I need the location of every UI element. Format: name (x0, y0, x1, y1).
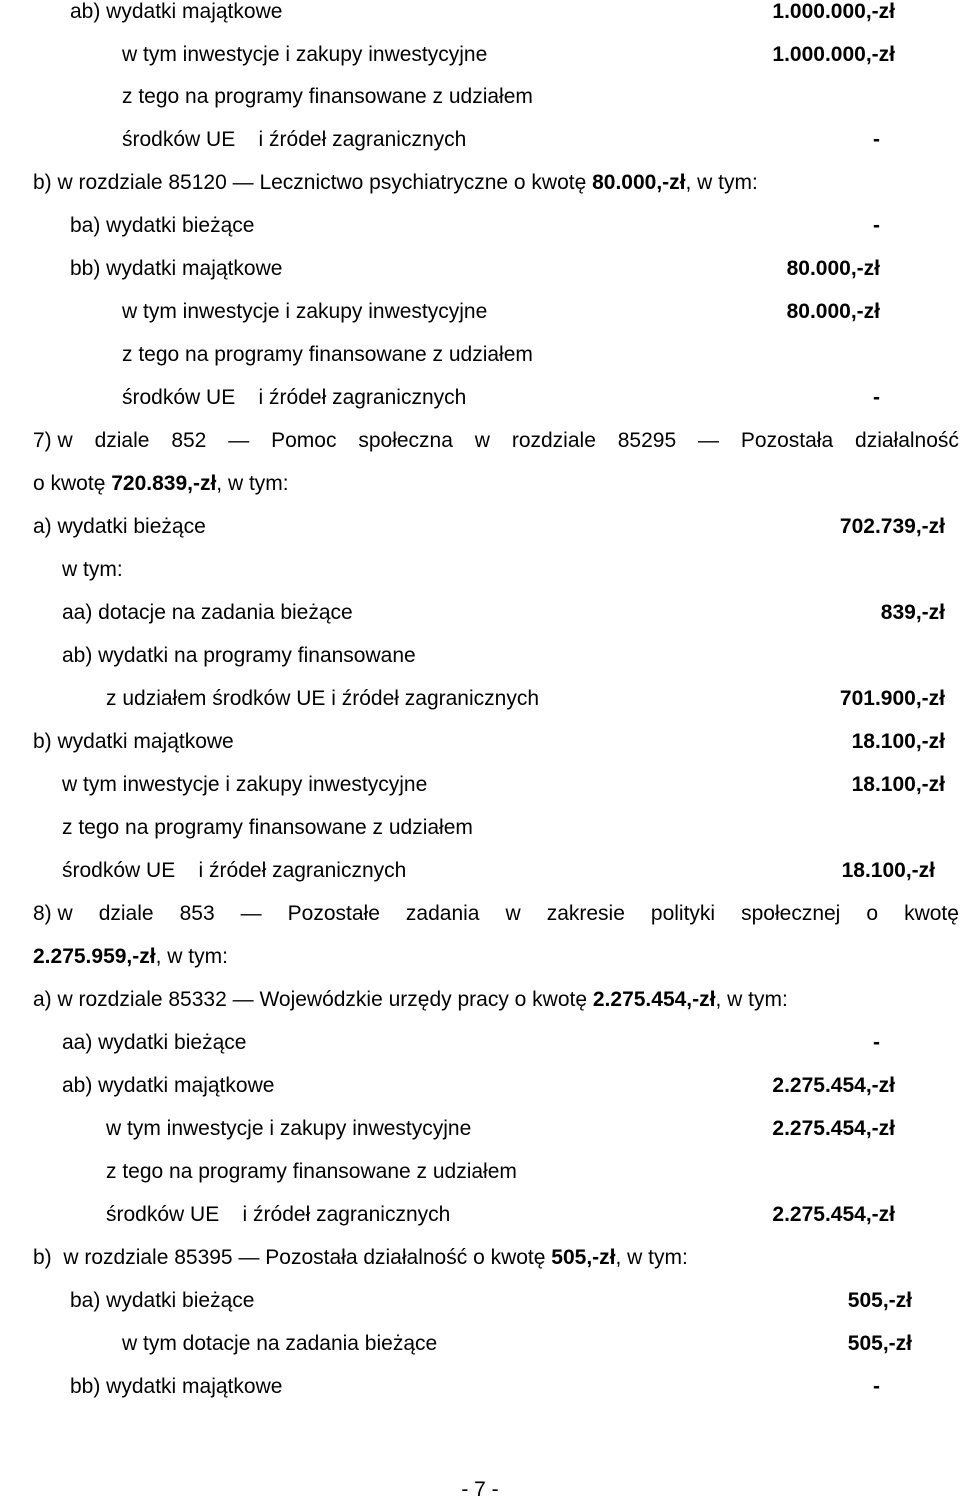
line-programy (0, 1157, 960, 1187)
line-amount: - (873, 1375, 880, 1398)
word: 853 (179, 902, 215, 925)
word: Pomoc (271, 429, 337, 452)
line-dzial-852 (0, 426, 960, 456)
line-dotacje (0, 1329, 960, 1359)
word: w (505, 902, 521, 925)
line-text-post: , w tym: (216, 472, 289, 495)
line-label: środków UE i źródeł zagranicznych (106, 1203, 451, 1226)
line-inwestycje (0, 297, 960, 327)
line-udzial-ue (0, 684, 960, 714)
line-label: środków UE i źródeł zagranicznych (122, 386, 467, 409)
word: 8) w (33, 902, 73, 925)
line-text (33, 1243, 688, 1273)
word: ― (698, 429, 720, 452)
line-inwestycje (0, 1114, 960, 1144)
line-text-pre: o kwotę (33, 472, 112, 495)
justified-line (33, 426, 959, 456)
word: kwotę (904, 902, 959, 925)
line-label: środków UE i źródeł zagranicznych (62, 859, 407, 882)
line-text (33, 469, 289, 499)
line-label: b) wydatki majątkowe (33, 730, 234, 753)
line-label: w tym inwestycje i zakupy inwestycyjne (122, 43, 488, 66)
word: Pozostałe (287, 902, 380, 925)
line-amount: 80.000,-zł (786, 257, 880, 280)
word: ― (228, 429, 250, 452)
line-rozdzial-85395 (0, 1243, 960, 1273)
word: rozdziale (511, 429, 596, 452)
line-inwestycje (0, 40, 960, 70)
line-bb-wydatki-majatkowe (0, 1372, 960, 1402)
line-text-pre: a) w rozdziale 85332 ― Wojewódzkie urzędy pracy o kwotę (33, 988, 593, 1011)
word: zakresie (546, 902, 625, 925)
word: dziale (98, 902, 154, 925)
line-w-tym (0, 555, 960, 585)
line-text-post: , w tym: (685, 171, 758, 194)
line-srodki-ue (0, 1200, 960, 1230)
line-label: a) wydatki bieżące (33, 515, 206, 538)
word: 852 (171, 429, 207, 452)
line-a-wydatki-biezace (0, 512, 960, 542)
line-amount: 1.000.000,-zł (772, 43, 895, 66)
line-ab-wydatki-majatkowe (0, 0, 960, 27)
word: 7) w (33, 429, 73, 452)
word: społecznej (741, 902, 841, 925)
line-kwota-852 (0, 469, 960, 499)
line-amount: 701.900,-zł (839, 687, 945, 710)
line-label: w tym: (62, 558, 123, 581)
word: w (474, 429, 490, 452)
line-text (33, 985, 788, 1015)
word: dziale (94, 429, 150, 452)
line-label: aa) dotacje na zadania bieżące (62, 601, 353, 624)
line-srodki-ue (0, 125, 960, 155)
line-amount: 505,-zł (551, 1246, 616, 1269)
line-label: ab) wydatki na programy finansowane (62, 644, 416, 667)
line-inwestycje (0, 770, 960, 800)
line-text (33, 168, 758, 198)
line-amount: 505,-zł (847, 1332, 912, 1355)
line-label: z tego na programy finansowane z udziałem (122, 85, 533, 108)
line-srodki-ue (0, 383, 960, 413)
line-amount: 2.275.454,-zł (772, 1203, 895, 1226)
line-amount: 80.000,-zł (592, 171, 686, 194)
line-ba-wydatki-biezace (0, 211, 960, 241)
line-amount: 720.839,-zł (111, 472, 217, 495)
line-rozdzial-85332 (0, 985, 960, 1015)
line-label: środków UE i źródeł zagranicznych (122, 128, 467, 151)
line-amount: 18.100,-zł (841, 859, 935, 882)
line-amount: 2.275.959,-zł (33, 945, 156, 968)
line-programy (0, 82, 960, 112)
justified-line (33, 899, 959, 929)
line-ab-wydatki-majatkowe (0, 1071, 960, 1101)
word: 85295 (617, 429, 677, 452)
line-kwota-853 (0, 942, 960, 972)
line-programy (0, 813, 960, 843)
line-amount: - (873, 1031, 880, 1054)
page-number: - 7 - (461, 1478, 499, 1501)
line-label: z tego na programy finansowane z udziałem (106, 1160, 517, 1183)
line-srodki-ue (0, 856, 960, 886)
line-amount: 2.275.454,-zł (772, 1074, 895, 1097)
word: polityki (650, 902, 716, 925)
line-label: bb) wydatki majątkowe (70, 257, 283, 280)
line-text-post: , w tym: (715, 988, 788, 1011)
line-label: w tym inwestycje i zakupy inwestycyjne (122, 300, 488, 323)
word: działalność (855, 429, 959, 452)
line-amount: - (873, 386, 880, 409)
line-aa-wydatki-biezace (0, 1028, 960, 1058)
line-text-post: , w tym: (615, 1246, 688, 1269)
line-label: aa) wydatki bieżące (62, 1031, 247, 1054)
line-dzial-853 (0, 899, 960, 929)
line-amount: 1.000.000,-zł (772, 0, 895, 23)
line-label: z udziałem środków UE i źródeł zagranicznych (106, 687, 540, 710)
line-b-wydatki-majatkowe (0, 727, 960, 757)
line-text-post: , w tym: (155, 945, 228, 968)
line-amount: 18.100,-zł (851, 773, 945, 796)
line-label: ba) wydatki bieżące (70, 214, 255, 237)
line-amount: - (873, 128, 880, 151)
word: ― (240, 902, 262, 925)
line-label: ab) wydatki majątkowe (62, 1074, 275, 1097)
word: o (866, 902, 879, 925)
line-text-pre: b) w rozdziale 85120 ― Lecznictwo psychiatryczne o kwotę (33, 171, 593, 194)
line-text-pre: b) w rozdziale 85395 ― Pozostała działalność o kwotę (33, 1246, 552, 1269)
line-label: ab) wydatki majątkowe (70, 0, 283, 23)
line-ab-programy (0, 641, 960, 671)
line-amount: 2.275.454,-zł (772, 1117, 895, 1140)
line-amount: 839,-zł (880, 601, 945, 624)
word: zadania (405, 902, 480, 925)
line-amount: 505,-zł (847, 1289, 912, 1312)
word: Pozostała (740, 429, 834, 452)
line-text (33, 942, 228, 972)
line-bb-wydatki-majatkowe (0, 254, 960, 284)
line-programy (0, 340, 960, 370)
word: społeczna (358, 429, 453, 452)
line-ba-wydatki-biezace (0, 1286, 960, 1316)
line-amount: - (873, 214, 880, 237)
line-label: w tym dotacje na zadania bieżące (122, 1332, 438, 1355)
line-label: z tego na programy finansowane z udziałem (62, 816, 473, 839)
line-label: w tym inwestycje i zakupy inwestycyjne (106, 1117, 472, 1140)
line-label: z tego na programy finansowane z udziałem (122, 343, 533, 366)
line-aa-dotacje (0, 598, 960, 628)
line-label: ba) wydatki bieżące (70, 1289, 255, 1312)
line-label: bb) wydatki majątkowe (70, 1375, 283, 1398)
line-amount: 18.100,-zł (851, 730, 945, 753)
line-label: w tym inwestycje i zakupy inwestycyjne (62, 773, 428, 796)
line-amount: 2.275.454,-zł (592, 988, 716, 1011)
line-amount: 702.739,-zł (839, 515, 945, 538)
line-rozdzial-85120 (0, 168, 960, 198)
line-amount: 80.000,-zł (786, 300, 880, 323)
